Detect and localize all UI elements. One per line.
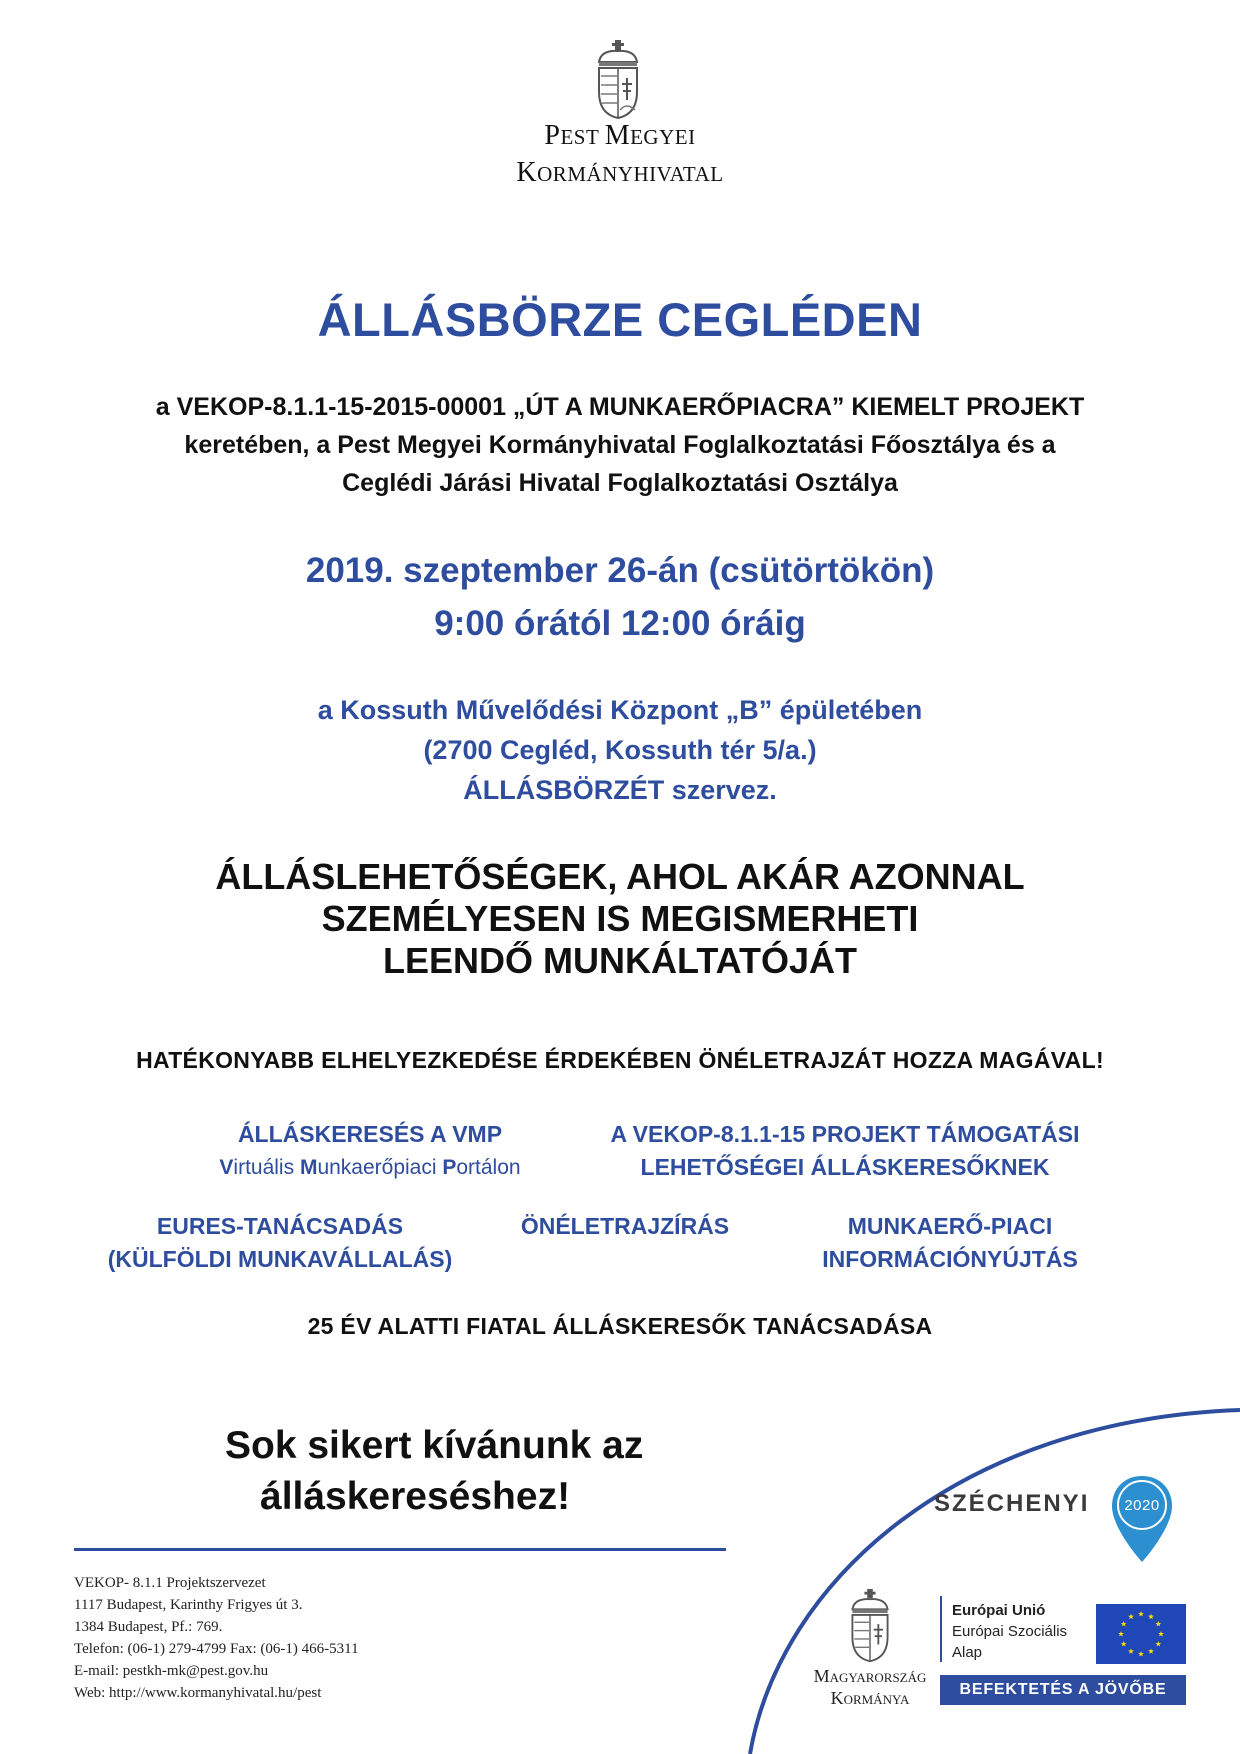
wish-line: Sok sikert kívánunk az: [225, 1424, 644, 1467]
event-location: [0, 690, 1240, 810]
eu-divider: [940, 1596, 942, 1662]
good-luck-message: [225, 1420, 705, 1522]
government-name: [780, 1666, 960, 1710]
contact-phone: Telefon: (06-1) 279-4799 Fax: (06-1) 466-5311: [74, 1641, 359, 1657]
service-cv-writing: ÖNÉLETRAJZÍRÁS: [520, 1213, 730, 1239]
coat-of-arms-icon: [845, 1588, 895, 1664]
szechenyi-year: 2020: [1124, 1497, 1160, 1514]
location-pin-icon: [1110, 1474, 1174, 1564]
eu-line: Európai Szociális: [952, 1623, 1068, 1640]
service-title: EURES-TANÁCSADÁS: [156, 1213, 404, 1239]
headline-line: LEENDŐ MUNKÁLTATÓJÁT: [383, 940, 857, 981]
youth-counseling: 25 ÉV ALATTI FIATAL ÁLLÁSKERESŐK TANÁCSADÁSA: [307, 1313, 933, 1339]
eu-line: Európai Unió: [952, 1602, 1046, 1619]
intro-line: a VEKOP-8.1.1-15-2015-00001 „ÚT A MUNKAERŐPIACRA” KIEMELT PROJEKT: [155, 393, 1085, 421]
organization-name-line1: PEST MEGYEI: [544, 120, 696, 151]
service-eures: [80, 1210, 480, 1276]
event-date-line: 2019. szeptember 26-án (csütörtökön): [305, 551, 935, 590]
service-title: LEHETŐSÉGEI ÁLLÁSKERESŐKNEK: [640, 1154, 1050, 1180]
contact-info: [74, 1572, 554, 1704]
contact-email[interactable]: E-mail: pestkh-mk@pest.gov.hu: [74, 1663, 269, 1679]
bring-cv-notice: HATÉKONYABB ELHELYEZKEDÉSE ÉRDEKÉBEN ÖNÉLETRAJZÁT HOZZA MAGÁVAL!: [136, 1047, 1104, 1073]
contact-po-box: 1384 Budapest, Pf.: 769.: [74, 1619, 223, 1635]
organization-name-line2: KORMÁNYHIVATAL: [516, 157, 724, 188]
government-name-line1: MAGYARORSZÁG: [813, 1666, 927, 1686]
szechenyi-logo-text: SZÉCHENYI: [934, 1490, 1090, 1517]
contact-line: VEKOP- 8.1.1 Projektszervezet: [74, 1575, 266, 1591]
service-title: A VEKOP-8.1.1-15 PROJEKT TÁMOGATÁSI: [610, 1121, 1080, 1147]
service-vekop: [590, 1118, 1100, 1184]
coat-of-arms-icon: [591, 40, 645, 120]
eu-line: Alap: [952, 1644, 983, 1661]
service-info: [790, 1210, 1110, 1276]
investment-banner: BEFEKTETÉS A JÖVŐBE: [940, 1675, 1186, 1705]
contact-address: 1117 Budapest, Karinthy Frigyes út 3.: [74, 1597, 303, 1613]
headline: [0, 856, 1240, 982]
service-title: MUNKAERŐ-PIACI: [847, 1213, 1053, 1239]
organization-name: [420, 118, 820, 192]
footer-divider: [74, 1548, 726, 1551]
service-title: INFORMÁCIÓNYÚJTÁS: [822, 1246, 1078, 1272]
location-organizes: ÁLLÁSBÖRZÉT szervez.: [463, 775, 777, 805]
headline-line: ÁLLÁSLEHETŐSÉGEK, AHOL AKÁR AZONNAL: [215, 856, 1025, 897]
event-date: [0, 544, 1240, 650]
headline-line: SZEMÉLYESEN IS MEGISMERHETI: [321, 898, 919, 939]
service-title: (KÜLFÖLDI MUNKAVÁLLALÁS): [107, 1246, 453, 1272]
intro-line: keretében, a Pest Megyei Kormányhivatal Foglalkoztatási Főosztálya és a: [184, 431, 1056, 459]
contact-web[interactable]: Web: http://www.kormanyhivatal.hu/pest: [74, 1685, 322, 1701]
page-title: ÁLLÁSBÖRZE CEGLÉDEN: [317, 293, 923, 346]
service-subtitle: Virtuális Munkaerőpiaci Portálon: [219, 1156, 521, 1179]
location-line: a Kossuth Művelődési Központ „B” épületében: [317, 695, 923, 725]
intro-text: [40, 388, 1200, 502]
service-vmp: [190, 1118, 550, 1184]
intro-line: Ceglédi Járási Hivatal Foglalkoztatási Osztálya: [342, 469, 898, 497]
government-name-line2: KORMÁNYA: [830, 1688, 910, 1708]
eu-fund-text: [952, 1600, 1067, 1663]
eu-flag-icon: [1096, 1604, 1186, 1664]
location-address: (2700 Cegléd, Kossuth tér 5/a.): [423, 735, 817, 765]
wish-line: álláskereséshez!: [260, 1475, 571, 1518]
event-time-line: 9:00 órától 12:00 óráig: [434, 604, 806, 643]
service-title: ÁLLÁSKERESÉS A VMP: [237, 1121, 503, 1147]
